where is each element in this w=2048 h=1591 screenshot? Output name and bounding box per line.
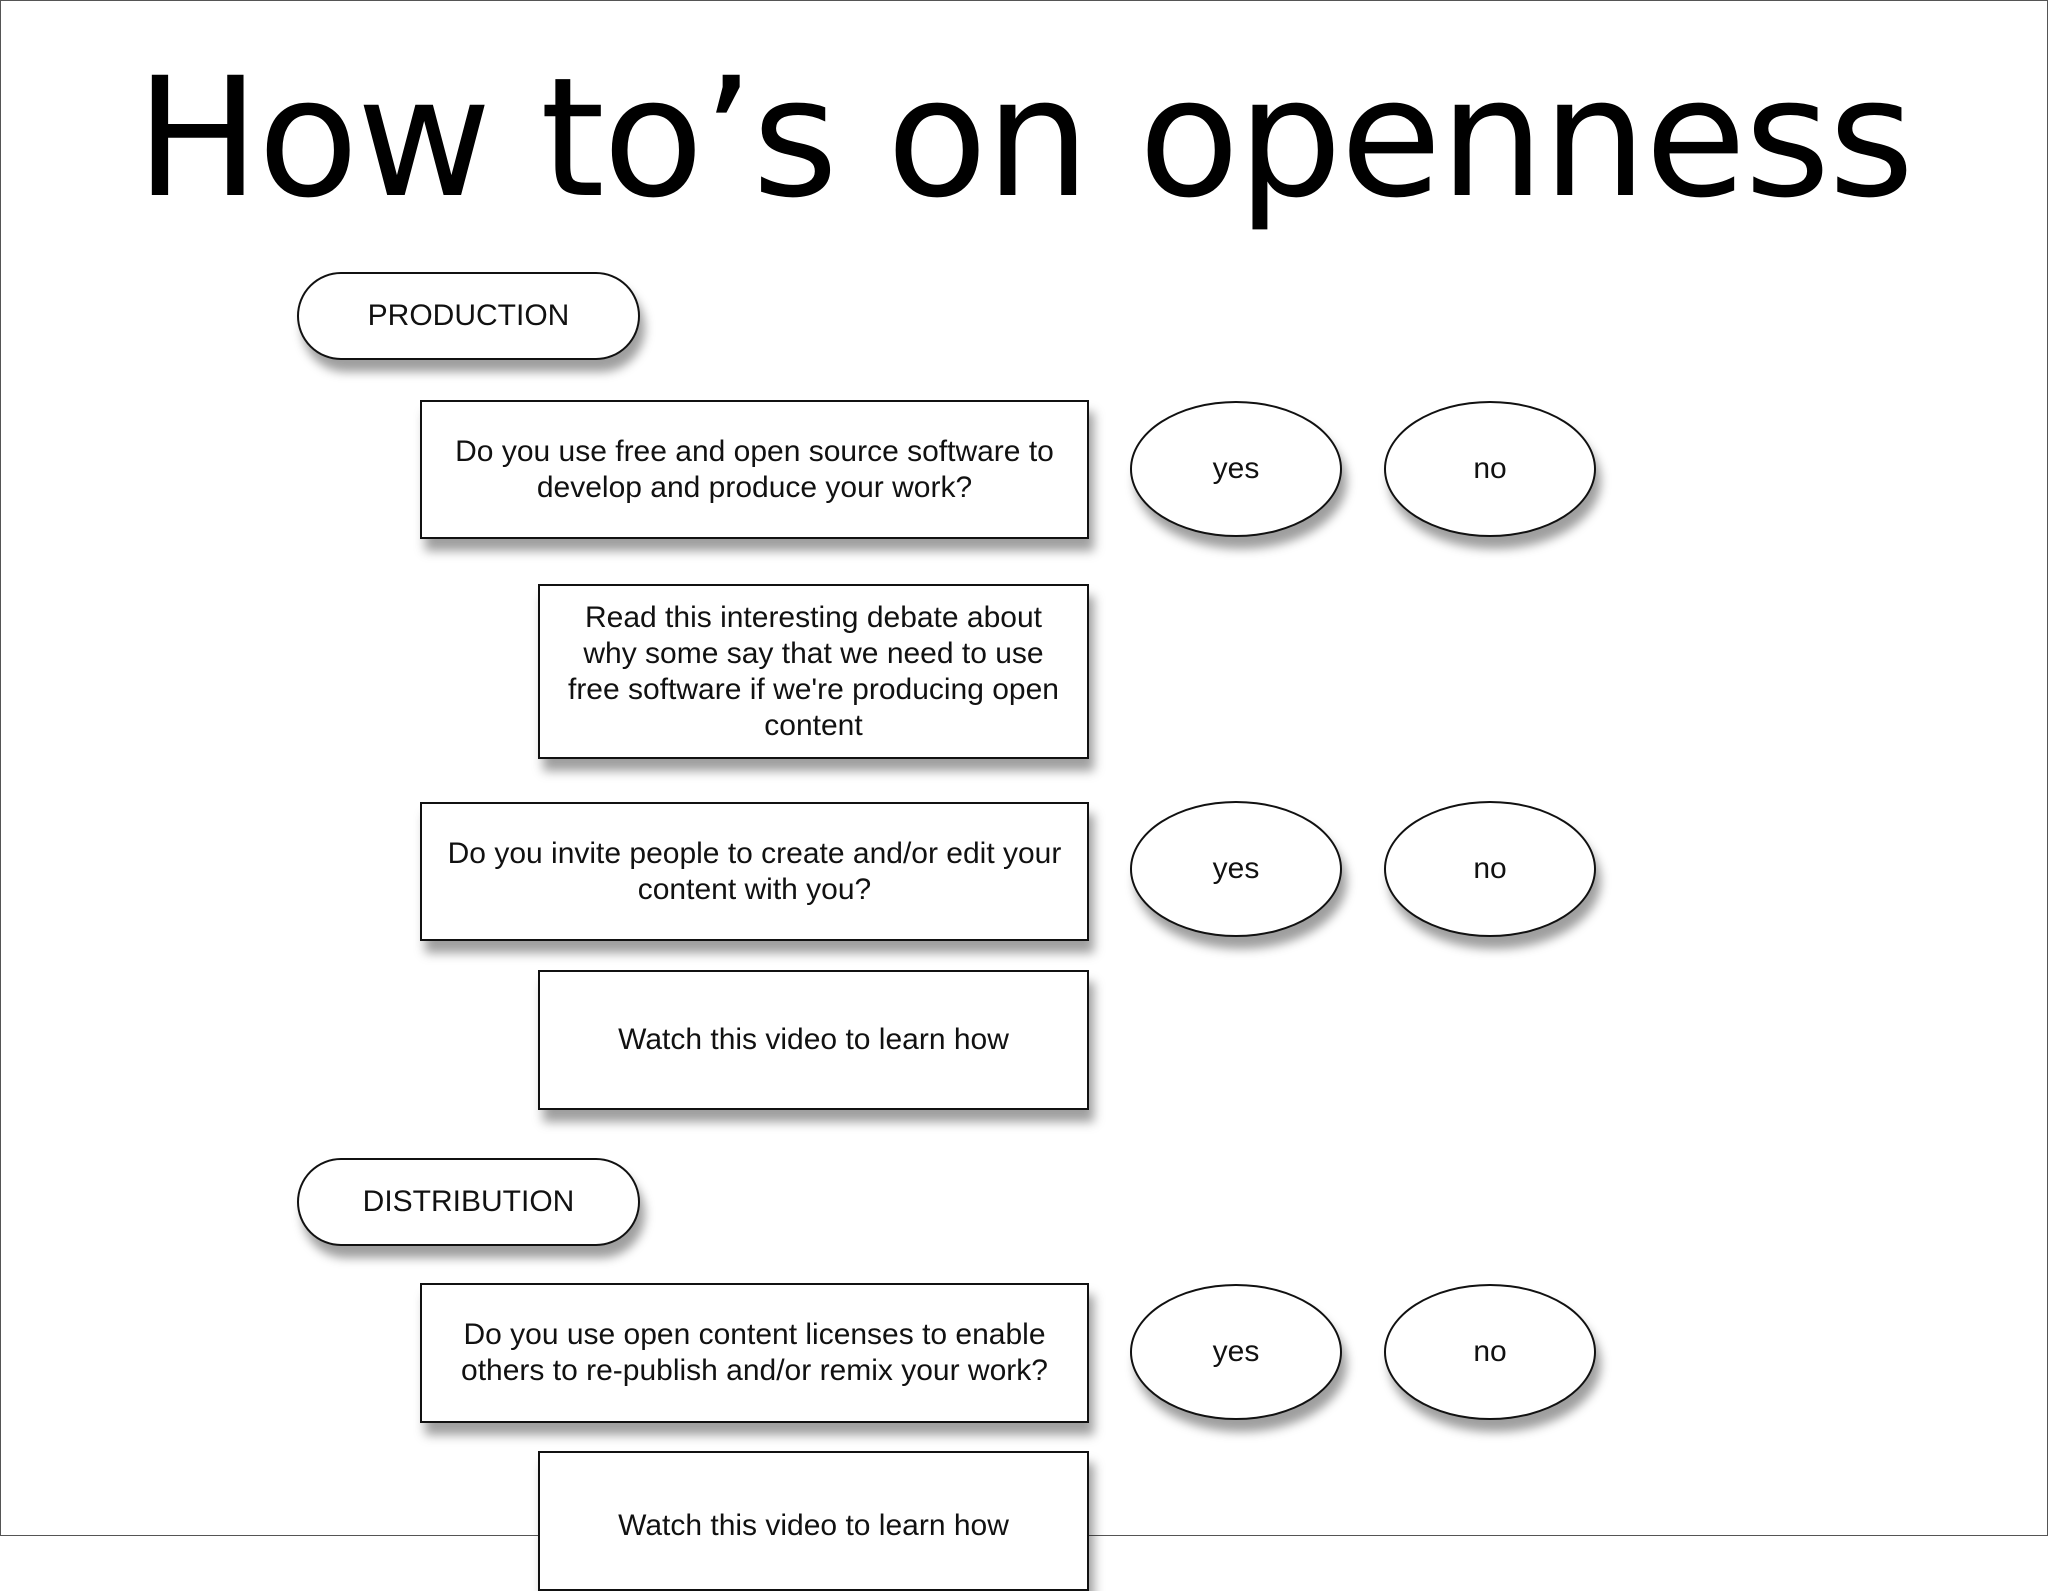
page-title: How to’s on openness	[135, 42, 1913, 234]
info-box-video-collaboration[interactable]: Watch this video to learn how	[538, 970, 1089, 1110]
question-foss: Do you use free and open source software to develop and produce your work?	[420, 400, 1089, 539]
section-production: PRODUCTION	[297, 272, 640, 360]
info-box-video-licenses[interactable]: Watch this video to learn how	[538, 1451, 1089, 1591]
answer-no-foss[interactable]: no	[1384, 401, 1596, 537]
section-distribution: DISTRIBUTION	[297, 1158, 640, 1246]
answer-yes-licenses[interactable]: yes	[1130, 1284, 1342, 1420]
answer-yes-collaboration[interactable]: yes	[1130, 801, 1342, 937]
answer-no-licenses[interactable]: no	[1384, 1284, 1596, 1420]
info-box-debate[interactable]: Read this interesting debate about why some say that we need to use free software if we're producing open content	[538, 584, 1089, 759]
question-collaboration: Do you invite people to create and/or edit your content with you?	[420, 802, 1089, 941]
answer-yes-foss[interactable]: yes	[1130, 401, 1342, 537]
question-licenses: Do you use open content licenses to enable others to re-publish and/or remix your work?	[420, 1283, 1089, 1423]
answer-no-collaboration[interactable]: no	[1384, 801, 1596, 937]
